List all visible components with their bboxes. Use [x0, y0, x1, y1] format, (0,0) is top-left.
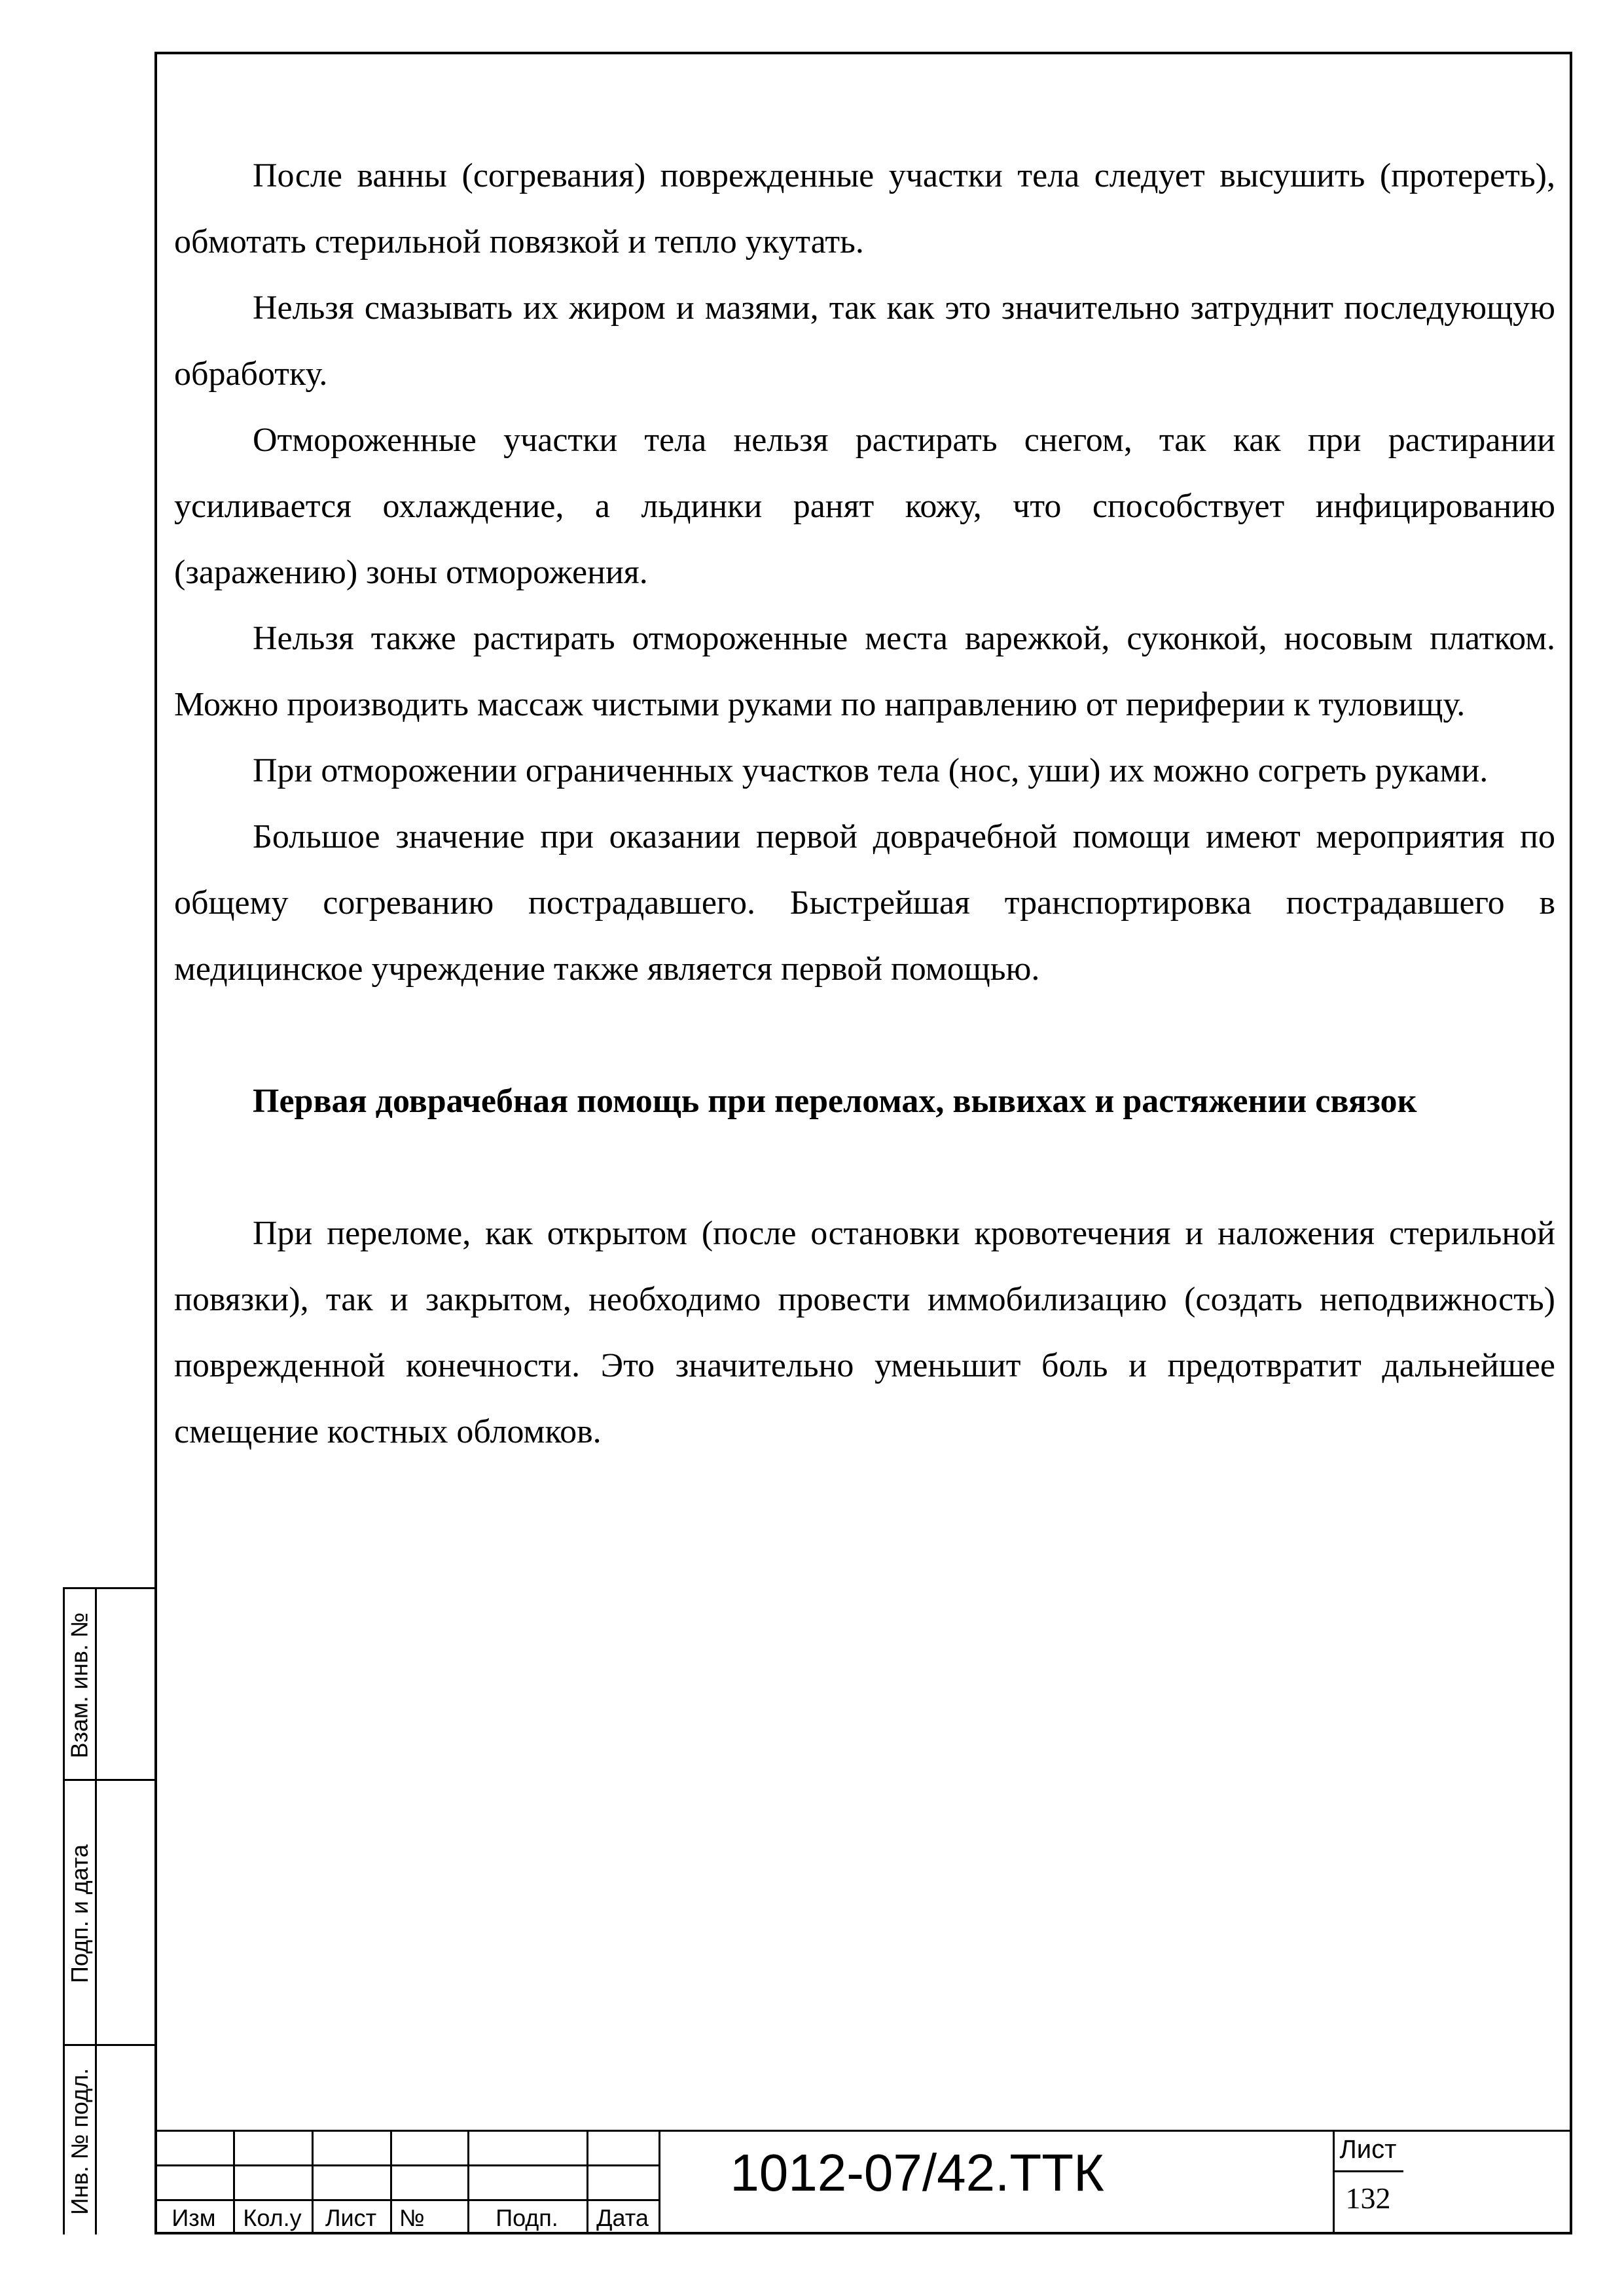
section-heading: Первая доврачебная помощь при переломах, вывихах и растяжении связок [253, 1083, 1417, 1120]
vzam-inv-cell [63, 1587, 154, 1779]
col-izm: Изм [171, 2204, 216, 2231]
inv-podl-label: Инв. № подл. [66, 2068, 93, 2215]
paragraph: После ванны (согревания) поврежденные участки тела следует высушить (протереть), обмотать стерильной повязкой и тепло укутать. [174, 157, 1555, 260]
podp-data-label: Подп. и дата [66, 1844, 93, 1983]
document-body [174, 143, 1555, 1465]
col-kol-uch: Кол.у [243, 2204, 302, 2231]
paragraph: Отмороженные участки тела нельзя растирать снегом, так как при растирании усиливается охлаждение, а льдинки ранят кожу, что способствует инфицированию (заражению) зоны отморожения. [174, 422, 1555, 591]
vzam-inv-label: Взам. инв. № [66, 1611, 93, 1759]
side-stamp [63, 1587, 154, 2234]
paragraph: Большое значение при оказании первой доврачебной помощи имеют мероприятия по общему согреванию пострадавшего. Быстрейшая транспортировка пострадавшего в медицинское учреждение также является первой помощью. [174, 818, 1555, 988]
col-data: Дата [596, 2204, 649, 2231]
inv-podl-cell [63, 2044, 154, 2234]
sheet-label: Лист [1339, 2135, 1397, 2164]
col-nomer: № [399, 2204, 425, 2231]
paragraph: При переломе, как открытом (после остановки кровотечения и наложения стерильной повязки), так и закрытом, необходимо провести иммобилизацию (создать неподвижность) поврежденной конечности. Это значительно уменьшит боль и предотвратит дальнейшее смещение костных обломков. [174, 1215, 1555, 1450]
col-list: Лист [325, 2204, 377, 2231]
col-podp: Подп. [496, 2204, 558, 2231]
title-block [154, 2130, 1572, 2234]
paragraph: Нельзя смазывать их жиром и мазями, так как это значительно затруднит последующую обработку. [174, 289, 1555, 393]
sheet-number: 132 [1345, 2181, 1391, 2215]
document-code: 1012-07/42.ТТК [730, 2144, 1104, 2202]
paragraph: Нельзя также растирать отмороженные места варежкой, суконкой, носовым платком. Можно производить массаж чистыми руками по направлению от периферии к туловищу. [174, 620, 1555, 723]
podp-data-cell [63, 1779, 154, 2044]
paragraph: При отморожении ограниченных участков тела (нос, уши) их можно согреть руками. [253, 752, 1489, 789]
